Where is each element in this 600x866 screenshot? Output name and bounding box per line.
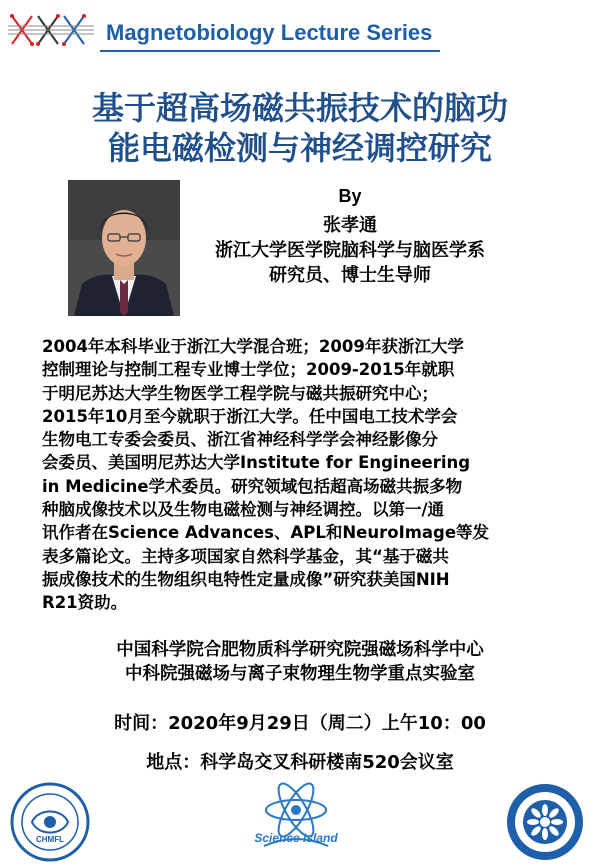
chmfl-logo-icon — [10, 782, 90, 862]
event-time: 时间：2020年9月29日（周二）上午10：00 — [114, 713, 486, 734]
talk-title — [20, 88, 580, 168]
speaker-affiliation: 浙江大学医学院脑科学与脑医学系 — [215, 240, 485, 261]
speaker-info — [185, 185, 515, 288]
event-place: 地点：科学岛交叉科研楼南520会议室 — [146, 752, 454, 773]
bio-line: 生物电工专委会委员、浙江省神经科学学会神经影像分 — [42, 430, 438, 450]
bio-line: 讯作者在Science Advances、APL和NeuroImage等发 — [42, 523, 490, 543]
bio-line: 种脑成像技术以及生物电磁检测与神经调控。以第一/通 — [42, 500, 445, 520]
bio-line: 于明尼苏达大学生物医学工程学院与磁共振研究中心； — [42, 383, 438, 403]
science-island-atom-logo-icon — [250, 776, 342, 862]
talk-title-line: 能电磁检测与神经调控研究 — [107, 129, 492, 167]
bio-line: 振成像技术的生物组织电特性定量成像”研究获美国NIH — [42, 569, 450, 589]
speaker-name: 张孝通 — [323, 215, 377, 236]
speaker-portrait — [68, 180, 180, 316]
bio-line: 表多篇论文。主持多项国家自然科学基金，其“基于磁共 — [42, 546, 449, 566]
dna-magnet-logo-icon — [8, 6, 94, 54]
bio-line: 控制理论与控制工程专业博士学位；2009-2015年就职 — [42, 360, 455, 380]
bio-line: 2015年10月至今就职于浙江大学。任中国电工技术学会 — [42, 406, 458, 426]
by-label: By — [338, 186, 362, 206]
speaker-bio — [42, 335, 562, 615]
host-line: 中国科学院合肥物质科学研究院强磁场科学中心 — [116, 640, 484, 660]
talk-title-line: 基于超高场磁共振技术的脑功 — [91, 89, 508, 127]
bio-line: R21资助。 — [42, 593, 128, 613]
host-line: 中科院强磁场与离子束物理生物学重点实验室 — [125, 664, 475, 684]
host-organizations — [0, 638, 600, 686]
cas-logo-icon — [505, 782, 585, 862]
header-divider — [100, 50, 440, 52]
speaker-position: 研究员、博士生导师 — [269, 265, 431, 286]
series-title: Magnetobiology Lecture Series — [106, 20, 433, 45]
bio-line: 2004年本科毕业于浙江大学混合班；2009年获浙江大学 — [42, 337, 464, 356]
chmfl-logo-text: CHMFL — [36, 835, 64, 844]
bio-line: in Medicine学术委员。研究领域包括超高场磁共振多物 — [42, 476, 463, 496]
science-island-logo-text: Science Island — [254, 831, 338, 845]
bio-line: 会委员、美国明尼苏达大学Institute for Engineering — [42, 453, 471, 473]
header — [0, 0, 600, 62]
